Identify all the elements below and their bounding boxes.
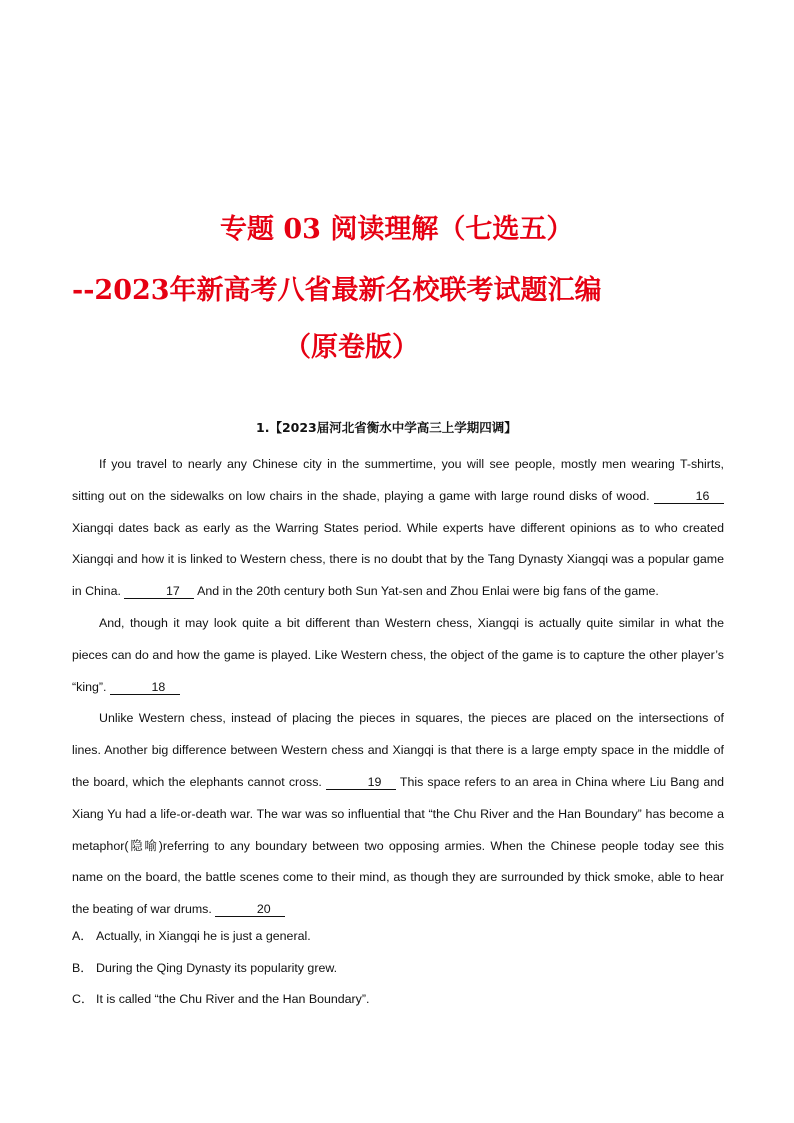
document-title-line-2: --2023年新高考八省最新名校联考试题汇编 xyxy=(72,275,602,306)
option-c-text: It is called “the Chu River and the Han Boundary”. xyxy=(96,992,370,1007)
option-a xyxy=(72,921,724,953)
paragraph-2-text-a: And, though it may look quite a bit different than Western chess, Xiangqi is actually quite similar in what the pieces can do and how the game is played. Like Western chess, the object of the game is to capture the other player’s “king”. xyxy=(72,615,724,694)
document-title-line-1: 专题 03 阅读理解（七选五） xyxy=(220,214,574,245)
paragraph-3-text-a: Unlike Western chess, instead of placing the pieces in squares, the pieces are placed on the intersections of lines. Another big difference between Western chess and Xiangqi is that there is a large empty space in the middle of the board, which the elephants cannot cross. xyxy=(72,711,724,789)
option-c-letter: C． xyxy=(72,992,94,1007)
document-title-line-3: （原卷版） xyxy=(284,332,419,363)
blank-19: 19 xyxy=(326,775,396,790)
answer-options xyxy=(72,921,724,1016)
paragraph-1-text-b: Xiangqi dates back as early as the Warring States period. While experts have different opinions as to who created Xiangqi and how it is linked to Western chess, there is no doubt that by the Tang Dynasty Xiangqi was a popular game in China. xyxy=(72,520,724,599)
option-c xyxy=(72,984,724,1016)
blank-18: 18 xyxy=(110,680,180,695)
blank-17: 17 xyxy=(124,584,194,599)
option-b-letter: B． xyxy=(72,960,93,975)
passage xyxy=(72,449,724,926)
question-header: 1.【2023届河北省衡水中学高三上学期四调】 xyxy=(256,420,517,435)
option-a-letter: A． xyxy=(72,929,93,943)
option-b-text: During the Qing Dynasty its popularity grew. xyxy=(96,960,338,975)
paragraph-1-text-c: And in the 20th century both Sun Yat-sen and Zhou Enlai were big fans of the game. xyxy=(197,584,659,599)
paragraph-3 xyxy=(72,703,724,926)
blank-16: 16 xyxy=(654,489,724,504)
paragraph-3-text-b: This space refers to an area in China where Liu Bang and Xiang Yu had a life-or-death war. The war was so influential that “the Chu River and the Han Boundary” has become a metaphor(隐喻)referring to any boundary between two opposing armies. When the Chinese people today see this name on the board, the battle scenes come to their mind, as though they are surrounded by thick smoke, able to hear the beating of war drums. xyxy=(72,774,724,917)
blank-20: 20 xyxy=(215,902,285,917)
paragraph-2 xyxy=(72,608,724,703)
option-a-text: Actually, in Xiangqi he is just a general. xyxy=(96,929,311,943)
paragraph-1-text-a: If you travel to nearly any Chinese city in the summertime, you will see people, mostly men wearing T-shirts, sitting out on the sidewalks on low chairs in the shade, playing a game with large round disks of wood. xyxy=(72,457,724,503)
paragraph-1 xyxy=(72,449,724,608)
option-b xyxy=(72,953,724,985)
